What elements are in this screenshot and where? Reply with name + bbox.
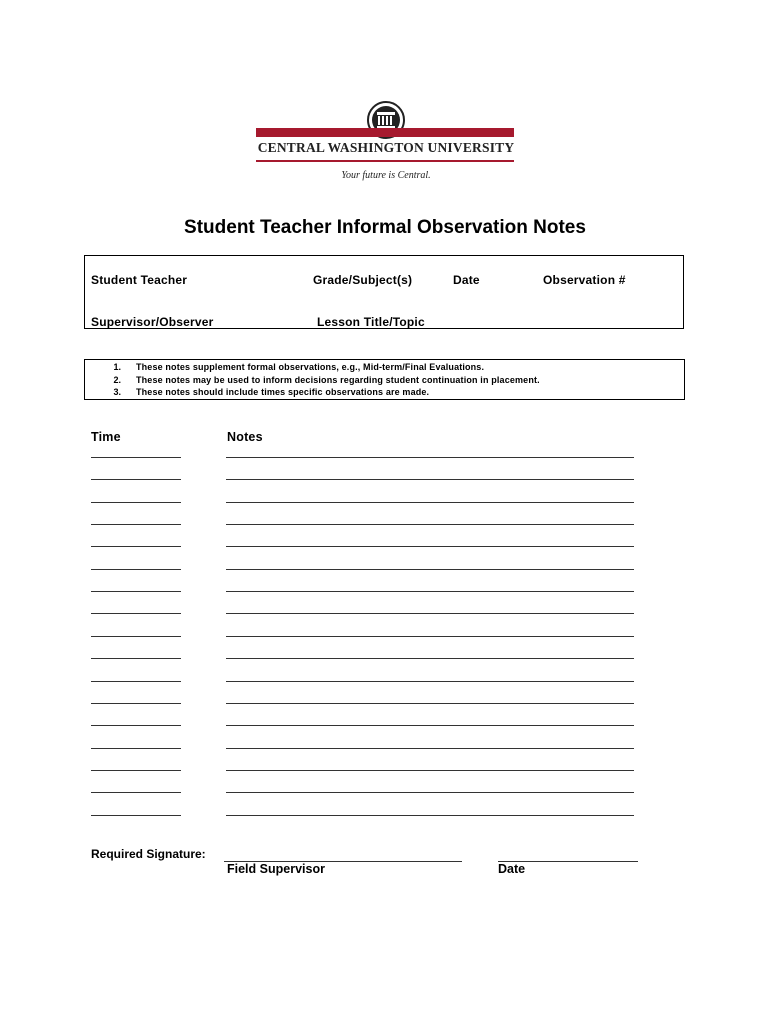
notes-entry-line[interactable] (226, 703, 634, 704)
instruction-number: 3. (113, 387, 121, 397)
instruction-number: 2. (113, 375, 121, 385)
university-tagline: Your future is Central. (341, 170, 431, 181)
notes-entry-line[interactable] (226, 770, 634, 771)
instruction-number: 1. (113, 362, 121, 372)
grade-subject-label: Grade/Subject(s) (313, 273, 413, 287)
notes-entry-line[interactable] (226, 815, 634, 816)
time-entry-line[interactable] (91, 546, 181, 547)
time-entry-line[interactable] (91, 681, 181, 682)
notes-entry-line[interactable] (226, 613, 634, 614)
brand-bar (256, 128, 514, 137)
time-entry-line[interactable] (91, 815, 181, 816)
notes-entry-line[interactable] (226, 524, 634, 525)
date-label: Date (453, 273, 480, 287)
time-entry-line[interactable] (91, 703, 181, 704)
brand-divider (256, 160, 514, 162)
observation-number-label: Observation # (543, 273, 626, 287)
time-entry-line[interactable] (91, 524, 181, 525)
time-entry-line[interactable] (91, 502, 181, 503)
notes-entry-line[interactable] (226, 479, 634, 480)
instruction-text: These notes supplement formal observations, e.g., Mid-term/Final Evaluations. (136, 362, 485, 372)
notes-entry-line[interactable] (226, 748, 634, 749)
notes-entry-line[interactable] (226, 658, 634, 659)
instruction-text: These notes may be used to inform decisions regarding student continuation in placement. (136, 375, 540, 385)
time-entry-line[interactable] (91, 613, 181, 614)
time-entry-line[interactable] (91, 770, 181, 771)
time-entry-line[interactable] (91, 591, 181, 592)
notes-entry-line[interactable] (226, 792, 634, 793)
notes-entry-line[interactable] (226, 636, 634, 637)
notes-entry-line[interactable] (226, 502, 634, 503)
university-name: CENTRAL WASHINGTON UNIVERSITY (257, 140, 515, 155)
lesson-title-label: Lesson Title/Topic (317, 315, 425, 329)
time-column-header: Time (91, 430, 121, 444)
notes-entry-line[interactable] (226, 546, 634, 547)
time-entry-line[interactable] (91, 569, 181, 570)
time-entry-line[interactable] (91, 457, 181, 458)
time-entry-line[interactable] (91, 658, 181, 659)
instruction-text: These notes should include times specific observations are made. (136, 387, 430, 397)
signature-date-label: Date (498, 862, 526, 876)
notes-entry-line[interactable] (226, 591, 634, 592)
time-entry-line[interactable] (91, 725, 181, 726)
time-entry-line[interactable] (91, 636, 181, 637)
time-entry-line[interactable] (91, 748, 181, 749)
notes-column-header: Notes (227, 430, 263, 444)
field-supervisor-label: Field Supervisor (227, 862, 325, 876)
notes-entry-line[interactable] (226, 725, 634, 726)
notes-entry-line[interactable] (226, 681, 634, 682)
supervisor-observer-label: Supervisor/Observer (91, 315, 214, 329)
university-logo (256, 100, 516, 185)
notes-entry-line[interactable] (226, 569, 634, 570)
notes-entry-line[interactable] (226, 457, 634, 458)
time-entry-line[interactable] (91, 792, 181, 793)
time-entry-line[interactable] (91, 479, 181, 480)
required-signature-label: Required Signature: (91, 847, 206, 861)
page-title: Student Teacher Informal Observation Notes (184, 217, 586, 238)
student-teacher-label: Student Teacher (91, 273, 188, 287)
